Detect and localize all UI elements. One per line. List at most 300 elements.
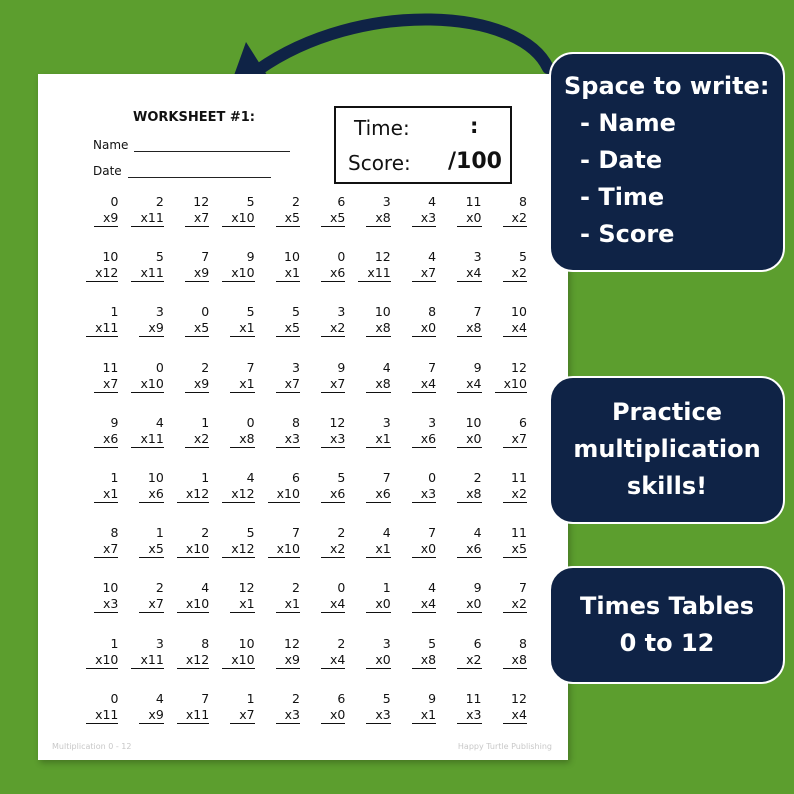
problem-top-number: 5: [246, 194, 255, 209]
problem-item: [168, 192, 213, 247]
problem-multiplier: x4: [412, 376, 436, 393]
problem-multiplier: x1: [230, 596, 254, 613]
problem-stack: [86, 691, 118, 724]
problem-multiplier: x11: [131, 265, 163, 282]
problem-multiplier: x11: [131, 210, 163, 227]
problem-top-number: 6: [337, 194, 346, 209]
problem-stack: [94, 580, 118, 613]
problem-stack: [222, 194, 254, 227]
problem-top-number: 1: [201, 414, 210, 430]
problem-item: [168, 689, 213, 744]
problem-item: [77, 523, 122, 578]
problem-multiplier: x7: [276, 376, 300, 393]
callout-times-tables: [549, 566, 785, 684]
problem-stack: [366, 691, 390, 724]
problem-multiplier: x2: [457, 652, 481, 669]
problem-top-number: 12: [238, 580, 255, 596]
problem-multiplier: x7: [139, 596, 163, 613]
problem-item: [122, 468, 167, 523]
problem-top-number: 10: [465, 414, 482, 430]
problem-top-number: 2: [201, 359, 210, 375]
problem-top-number: 4: [155, 690, 164, 706]
problem-top-number: 7: [473, 304, 482, 320]
problem-top-number: 7: [246, 359, 255, 375]
problem-item: [304, 358, 349, 413]
problem-multiplier: x4: [457, 265, 481, 282]
problem-top-number: 7: [292, 525, 300, 541]
problem-item: [213, 634, 258, 689]
problem-item: [122, 302, 167, 357]
problem-stack: [139, 691, 163, 724]
problem-item: [77, 689, 122, 744]
name-field: [93, 138, 290, 152]
time-label: Time:: [354, 116, 410, 140]
problem-item: [440, 468, 485, 523]
problem-top-number: 4: [246, 469, 255, 485]
problem-multiplier: x0: [412, 320, 436, 337]
problem-multiplier: x0: [412, 541, 436, 558]
problem-top-number: 10: [284, 249, 300, 265]
problem-stack: [131, 249, 163, 282]
problem-item: [349, 192, 394, 247]
problem-item: [486, 689, 531, 744]
problem-multiplier: x1: [412, 707, 436, 724]
problem-stack: [94, 470, 118, 503]
problem-stack: [321, 304, 345, 337]
problem-stack: [222, 470, 254, 503]
problem-multiplier: x1: [276, 596, 300, 613]
problem-stack: [457, 194, 481, 227]
problem-stack: [230, 415, 254, 448]
problem-stack: [503, 415, 527, 448]
problem-item: [486, 358, 531, 413]
problem-top-number: 0: [337, 249, 346, 265]
problem-item: [395, 247, 440, 302]
problem-stack: [185, 360, 209, 393]
problem-stack: [185, 304, 209, 337]
problem-multiplier: x10: [177, 541, 209, 558]
problem-top-number: 3: [382, 414, 391, 430]
problem-multiplier: x6: [321, 265, 345, 282]
problem-item: [395, 413, 440, 468]
problem-stack: [276, 194, 300, 227]
problem-multiplier: x8: [230, 431, 254, 448]
problem-multiplier: x6: [412, 431, 436, 448]
problem-multiplier: x0: [366, 652, 390, 669]
problem-top-number: 0: [201, 304, 210, 320]
problem-stack: [457, 525, 481, 558]
problem-stack: [268, 525, 300, 558]
problem-top-number: 4: [428, 580, 437, 596]
problem-multiplier: x12: [222, 541, 254, 558]
problem-top-number: 4: [428, 194, 437, 209]
problem-top-number: 8: [518, 635, 527, 651]
problem-top-number: 10: [147, 469, 164, 485]
problem-top-number: 6: [337, 690, 346, 706]
problem-top-number: 9: [428, 690, 437, 706]
problem-multiplier: x8: [366, 376, 390, 393]
problem-stack: [366, 194, 390, 227]
callout-line: Times Tables: [580, 592, 754, 620]
problem-item: [259, 247, 304, 302]
callout-space-to-write: [549, 52, 785, 272]
name-line: [134, 139, 290, 152]
problem-top-number: 5: [292, 304, 300, 320]
problem-item: [213, 358, 258, 413]
callout-practice: [549, 376, 785, 524]
problem-item: [486, 247, 531, 302]
problem-stack: [412, 304, 436, 337]
problem-top-number: 5: [337, 469, 346, 485]
problem-multiplier: x7: [412, 265, 436, 282]
problem-multiplier: x7: [94, 541, 118, 558]
problem-item: [77, 468, 122, 523]
problem-top-number: 3: [428, 414, 437, 430]
score-total: /100: [448, 149, 502, 174]
problem-stack: [366, 360, 390, 393]
problem-multiplier: x7: [230, 707, 254, 724]
problem-item: [440, 634, 485, 689]
problem-item: [213, 192, 258, 247]
problem-multiplier: x10: [86, 652, 118, 669]
problem-stack: [457, 470, 481, 503]
problem-stack: [321, 249, 345, 282]
problem-top-number: 11: [465, 690, 482, 706]
problem-multiplier: x5: [185, 320, 209, 337]
callout-line: Practice: [611, 398, 723, 426]
problem-stack: [457, 249, 481, 282]
problem-item: [395, 468, 440, 523]
problem-item: [259, 192, 304, 247]
problem-item: [168, 468, 213, 523]
problem-item: [122, 192, 167, 247]
problem-stack: [358, 249, 390, 282]
problem-item: [486, 413, 531, 468]
problem-stack: [139, 580, 163, 613]
problem-top-number: 1: [155, 525, 164, 541]
problem-multiplier: x7: [321, 376, 345, 393]
problem-multiplier: x1: [366, 431, 390, 448]
problem-multiplier: x10: [268, 486, 300, 503]
problem-multiplier: x11: [358, 265, 390, 282]
problem-stack: [185, 415, 209, 448]
problem-top-number: 2: [292, 690, 300, 706]
problem-item: [259, 302, 304, 357]
problem-item: [349, 634, 394, 689]
problem-stack: [131, 415, 163, 448]
footer-title: Multiplication 0 - 12: [52, 742, 132, 751]
problem-multiplier: x3: [276, 431, 300, 448]
problem-item: [486, 192, 531, 247]
problem-item: [440, 247, 485, 302]
problem-multiplier: x10: [222, 652, 254, 669]
problem-stack: [366, 415, 390, 448]
problem-top-number: 1: [110, 469, 119, 485]
callout-item-name: - Name: [580, 109, 676, 137]
problem-stack: [503, 470, 527, 503]
worksheet-title: WORKSHEET #1:: [133, 110, 256, 125]
problem-item: [213, 413, 258, 468]
problem-top-number: 1: [201, 469, 210, 485]
problem-stack: [276, 360, 300, 393]
problem-multiplier: x5: [503, 541, 527, 558]
problem-top-number: 5: [428, 635, 437, 651]
problem-multiplier: x12: [86, 265, 118, 282]
problem-stack: [412, 525, 436, 558]
problem-multiplier: x10: [177, 596, 209, 613]
problem-multiplier: x0: [457, 210, 481, 227]
problem-item: [168, 413, 213, 468]
problem-stack: [366, 470, 390, 503]
problem-item: [349, 358, 394, 413]
problem-stack: [276, 636, 300, 669]
problem-top-number: 12: [511, 690, 527, 706]
problem-top-number: 5: [246, 304, 255, 320]
problem-multiplier: x0: [457, 596, 481, 613]
problem-item: [440, 689, 485, 744]
problem-top-number: 11: [511, 525, 527, 541]
problem-top-number: 9: [110, 414, 119, 430]
problem-multiplier: x1: [230, 376, 254, 393]
problem-item: [168, 247, 213, 302]
problem-multiplier: x9: [94, 210, 118, 227]
problem-top-number: 1: [110, 635, 119, 651]
callout-line: 0 to 12: [619, 629, 715, 657]
problem-top-number: 11: [102, 359, 119, 375]
problem-stack: [94, 525, 118, 558]
problem-stack: [94, 415, 118, 448]
problem-item: [395, 578, 440, 633]
problem-top-number: 10: [238, 635, 255, 651]
problem-item: [77, 358, 122, 413]
problem-stack: [276, 415, 300, 448]
problem-top-number: 2: [292, 580, 300, 596]
problem-item: [349, 689, 394, 744]
problem-top-number: 12: [374, 249, 391, 265]
problem-item: [122, 523, 167, 578]
score-label: Score:: [348, 151, 411, 175]
problem-item: [486, 302, 531, 357]
problem-top-number: 6: [473, 635, 482, 651]
problem-multiplier: x12: [222, 486, 254, 503]
problem-multiplier: x11: [86, 707, 118, 724]
date-field: [93, 164, 271, 178]
problem-multiplier: x3: [366, 707, 390, 724]
problem-item: [168, 578, 213, 633]
problem-stack: [412, 249, 436, 282]
problem-multiplier: x12: [177, 652, 209, 669]
problem-stack: [503, 580, 527, 613]
problem-stack: [139, 525, 163, 558]
problem-top-number: 4: [473, 525, 482, 541]
problem-multiplier: x6: [457, 541, 481, 558]
problem-item: [259, 689, 304, 744]
problem-multiplier: x3: [457, 707, 481, 724]
problem-top-number: 10: [374, 304, 391, 320]
problem-top-number: 12: [329, 414, 346, 430]
problem-item: [77, 247, 122, 302]
problem-stack: [366, 525, 390, 558]
problem-multiplier: x5: [139, 541, 163, 558]
problem-item: [486, 468, 531, 523]
problem-stack: [457, 415, 481, 448]
problem-item: [77, 413, 122, 468]
problem-item: [122, 247, 167, 302]
problem-stack: [457, 636, 481, 669]
problem-stack: [177, 470, 209, 503]
problem-multiplier: x4: [503, 707, 527, 724]
problem-item: [213, 468, 258, 523]
problem-stack: [321, 415, 345, 448]
problem-top-number: 12: [511, 359, 527, 375]
problem-multiplier: x10: [222, 265, 254, 282]
problem-stack: [222, 525, 254, 558]
problem-item: [259, 413, 304, 468]
problem-multiplier: x10: [495, 376, 527, 393]
problem-stack: [503, 525, 527, 558]
problem-item: [259, 578, 304, 633]
problem-stack: [177, 691, 209, 724]
callout-heading: Space to write:: [564, 72, 770, 100]
date-label: Date: [93, 164, 122, 178]
problem-multiplier: x0: [321, 707, 345, 724]
problem-stack: [321, 580, 345, 613]
problem-item: [213, 523, 258, 578]
problem-top-number: 8: [518, 194, 527, 209]
problem-stack: [495, 360, 527, 393]
problem-top-number: 0: [110, 194, 119, 209]
problem-top-number: 9: [473, 580, 482, 596]
footer-publisher: Happy Turtle Publishing: [457, 742, 552, 751]
callout-item-score: - Score: [580, 220, 675, 248]
problem-item: [122, 634, 167, 689]
problem-multiplier: x2: [503, 265, 527, 282]
problem-top-number: 11: [511, 469, 527, 485]
problem-multiplier: x8: [366, 320, 390, 337]
problem-stack: [139, 470, 163, 503]
problem-stack: [503, 636, 527, 669]
problem-item: [304, 689, 349, 744]
problem-multiplier: x1: [366, 541, 390, 558]
problem-multiplier: x9: [185, 376, 209, 393]
problem-multiplier: x2: [503, 210, 527, 227]
problem-item: [213, 302, 258, 357]
problem-stack: [230, 580, 254, 613]
problem-stack: [86, 249, 118, 282]
problem-top-number: 7: [428, 359, 437, 375]
problem-item: [395, 523, 440, 578]
problem-stack: [131, 194, 163, 227]
problem-item: [168, 358, 213, 413]
problem-item: [168, 634, 213, 689]
problem-top-number: 7: [428, 525, 437, 541]
problem-multiplier: x4: [321, 652, 345, 669]
problem-stack: [503, 194, 527, 227]
problem-top-number: 12: [193, 194, 210, 209]
problem-grid: [77, 192, 531, 744]
problem-multiplier: x4: [503, 320, 527, 337]
problem-stack: [222, 636, 254, 669]
problem-multiplier: x2: [185, 431, 209, 448]
problem-multiplier: x1: [94, 486, 118, 503]
problem-top-number: 9: [473, 359, 482, 375]
problem-top-number: 3: [473, 249, 482, 265]
problem-stack: [321, 194, 345, 227]
time-colon: :: [470, 114, 479, 138]
problem-stack: [412, 415, 436, 448]
problem-multiplier: x11: [177, 707, 209, 724]
problem-top-number: 11: [465, 194, 482, 209]
problem-top-number: 10: [102, 249, 119, 265]
problem-item: [304, 468, 349, 523]
problem-top-number: 4: [382, 525, 391, 541]
problem-item: [122, 358, 167, 413]
problem-item: [213, 578, 258, 633]
problem-stack: [321, 470, 345, 503]
problem-item: [440, 302, 485, 357]
problem-multiplier: x2: [321, 320, 345, 337]
problem-top-number: 3: [155, 635, 164, 651]
problem-multiplier: x9: [139, 320, 163, 337]
problem-multiplier: x8: [503, 652, 527, 669]
problem-stack: [321, 360, 345, 393]
problem-multiplier: x4: [457, 376, 481, 393]
callout-line: multiplication: [573, 435, 761, 463]
problem-top-number: 0: [155, 359, 164, 375]
problem-top-number: 2: [201, 525, 210, 541]
problem-stack: [177, 525, 209, 558]
problem-multiplier: x7: [185, 210, 209, 227]
problem-item: [259, 634, 304, 689]
problem-multiplier: x11: [86, 320, 118, 337]
problem-top-number: 7: [518, 580, 527, 596]
problem-stack: [230, 360, 254, 393]
problem-top-number: 10: [102, 580, 119, 596]
problem-multiplier: x10: [268, 541, 300, 558]
problem-stack: [457, 304, 481, 337]
problem-item: [304, 413, 349, 468]
problem-stack: [185, 194, 209, 227]
problem-multiplier: x4: [321, 596, 345, 613]
problem-item: [395, 634, 440, 689]
problem-top-number: 2: [473, 469, 482, 485]
problem-item: [304, 247, 349, 302]
problem-stack: [131, 636, 163, 669]
problem-stack: [412, 580, 436, 613]
problem-stack: [457, 360, 481, 393]
problem-top-number: 8: [428, 304, 437, 320]
problem-item: [349, 302, 394, 357]
problem-stack: [230, 691, 254, 724]
problem-stack: [321, 691, 345, 724]
problem-top-number: 2: [155, 194, 164, 209]
problem-multiplier: x8: [457, 486, 481, 503]
problem-stack: [412, 691, 436, 724]
problem-top-number: 5: [155, 249, 164, 265]
problem-item: [122, 689, 167, 744]
problem-multiplier: x1: [230, 320, 254, 337]
problem-item: [486, 578, 531, 633]
problem-top-number: 8: [201, 635, 210, 651]
problem-top-number: 4: [382, 359, 391, 375]
problem-stack: [94, 194, 118, 227]
problem-item: [440, 523, 485, 578]
problem-top-number: 2: [155, 580, 164, 596]
problem-item: [168, 523, 213, 578]
problem-top-number: 8: [292, 414, 300, 430]
problem-item: [77, 302, 122, 357]
problem-top-number: 5: [246, 525, 255, 541]
